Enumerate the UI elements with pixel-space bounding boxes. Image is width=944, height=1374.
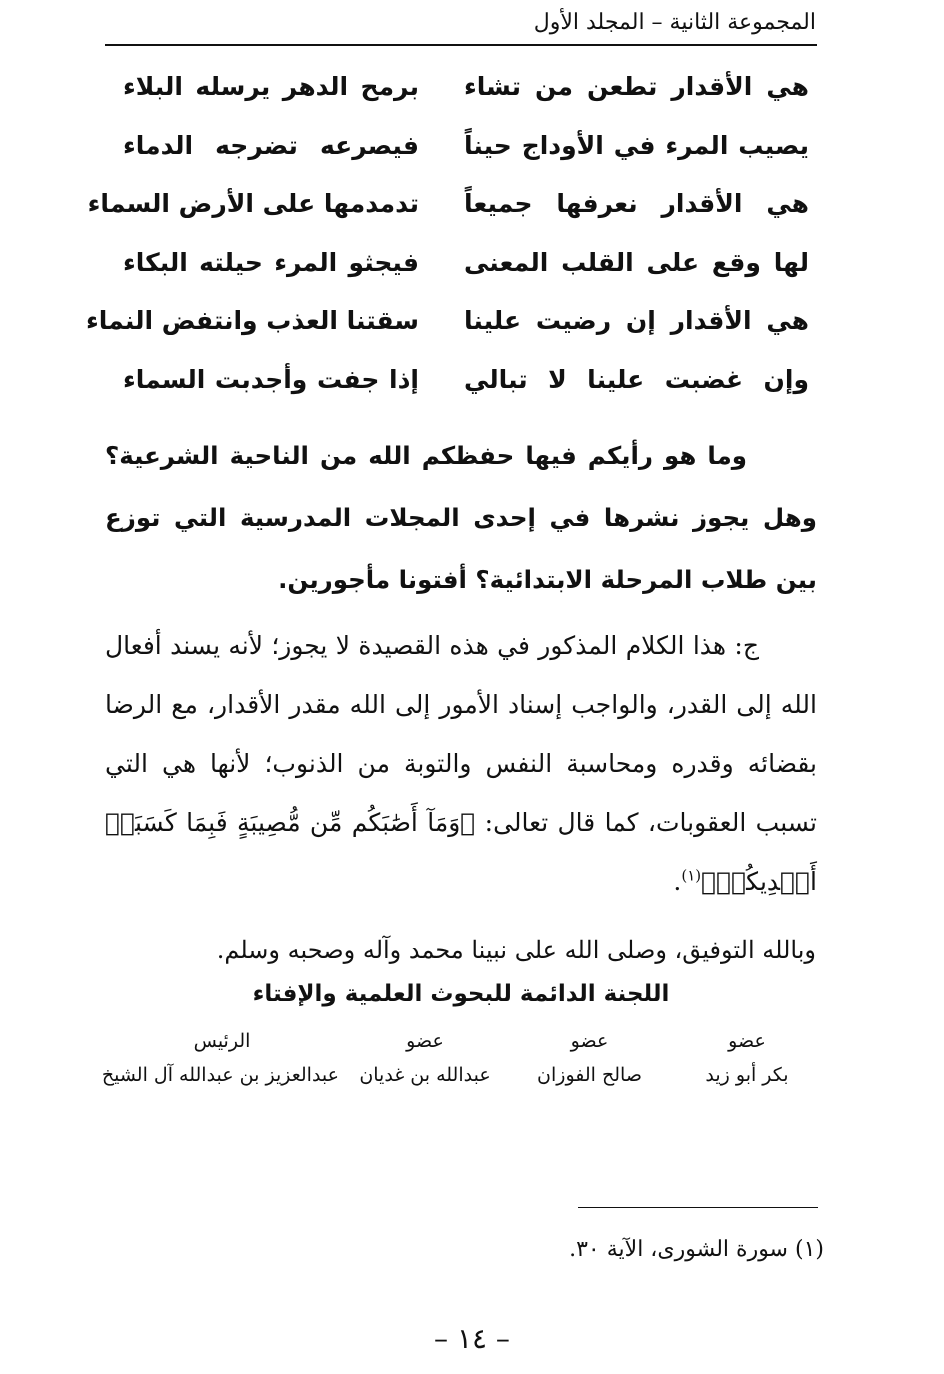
- poem-verse: [87, 181, 817, 240]
- answer-paragraph: [105, 616, 817, 911]
- member-role: عضو: [570, 1030, 609, 1052]
- member-name: صالح الفوزان: [537, 1064, 642, 1086]
- verse-second-hemistich: فيصرعه تضرجه الدماء: [123, 130, 419, 160]
- verse-first-hemistich: وإن غضبت علينا لا تبالي: [464, 364, 809, 394]
- member-role: عضو: [406, 1030, 444, 1052]
- verse-second-hemistich: سقتنا العذب وانتفض النماء: [85, 306, 419, 335]
- verse-second-hemistich: تدمدمها على الأرض السماء: [87, 189, 419, 218]
- footnote-reference: (١): [681, 866, 702, 885]
- poem-verse: [105, 123, 817, 182]
- question-paragraph: وما هو رأيكم فيها حفظكم الله من الناحية الشرعية؟ وهل يجوز نشرها في إحدى المجلات المدرسية التي توزع بين طلاب المرحلة الابتدائية؟ أفتونا مأجورين.: [105, 441, 817, 594]
- signature-block: [517, 1026, 662, 1086]
- signature-block: [677, 1026, 817, 1086]
- poem-verse: [105, 357, 817, 416]
- member-name: بكر أبو زيد: [705, 1064, 789, 1086]
- closing-line: وبالله التوفيق، وصلى الله على نبينا محمد وآله وصحبه وسلم.: [216, 936, 816, 964]
- verse-second-hemistich: فيجثو المرء حيلته البكاء: [123, 247, 419, 277]
- verse-first-hemistich: هي الأقدار تطعن من تشاء: [464, 72, 809, 101]
- verse-first-hemistich: لها وقع على القلب المعنى: [464, 247, 809, 277]
- footnote: (١) سورة الشورى، الآية ٣٠.: [569, 1237, 824, 1262]
- member-name: عبدالله بن غديان: [359, 1064, 491, 1086]
- member-role: عضو: [728, 1030, 766, 1052]
- answer-end-punctuation: .: [673, 867, 682, 896]
- header-divider: [105, 44, 817, 46]
- footnote-divider: [578, 1207, 818, 1208]
- signature-block: [345, 1026, 505, 1086]
- member-role: الرئيس: [193, 1030, 251, 1052]
- committee-title: اللجنة الدائمة للبحوث العلمية والإفتاء: [252, 981, 670, 1007]
- poem: [85, 64, 817, 415]
- verse-second-hemistich: إذا جفت وأجدبت السماء: [123, 364, 419, 394]
- verse-first-hemistich: هي الأقدار نعرفها جميعاً: [464, 189, 809, 218]
- signatures: [101, 1026, 817, 1106]
- verse-second-hemistich: برمح الدهر يرسله البلاء: [123, 72, 419, 101]
- member-name: عبدالعزيز بن عبدالله آل الشيخ: [101, 1064, 339, 1086]
- page-number: – ١٤ –: [434, 1322, 510, 1355]
- poem-verse: [105, 240, 817, 299]
- answer-text: ج: هذا الكلام المذكور في هذه القصيدة لا يجوز؛ لأنه يسند أفعال الله إلى القدر، والواجب إسناد الأمور إلى الله مقدر الأقدار، مع الرضا بقضائه وقدره ومحاسبة النفس والتوبة من الذنوب؛ لأنها هي التي تسبب العقوبات، كما قال تعالى: ﴿وَمَآ أَصَٰبَكُم مِّن مُّصِيبَةٍ فَبِمَا كَسَبَتۡ أَيۡدِيكُمۡ﴾: [105, 631, 817, 896]
- running-header: المجموعة الثانية – المجلد الأول: [533, 10, 816, 35]
- verse-first-hemistich: يصيب المرء في الأوداج حيناً: [464, 130, 809, 160]
- poem-verse: [105, 64, 817, 123]
- poem-verse: [85, 298, 817, 357]
- verse-first-hemistich: هي الأقدار إن رضيت علينا: [464, 306, 809, 335]
- signature-block: [101, 1026, 339, 1086]
